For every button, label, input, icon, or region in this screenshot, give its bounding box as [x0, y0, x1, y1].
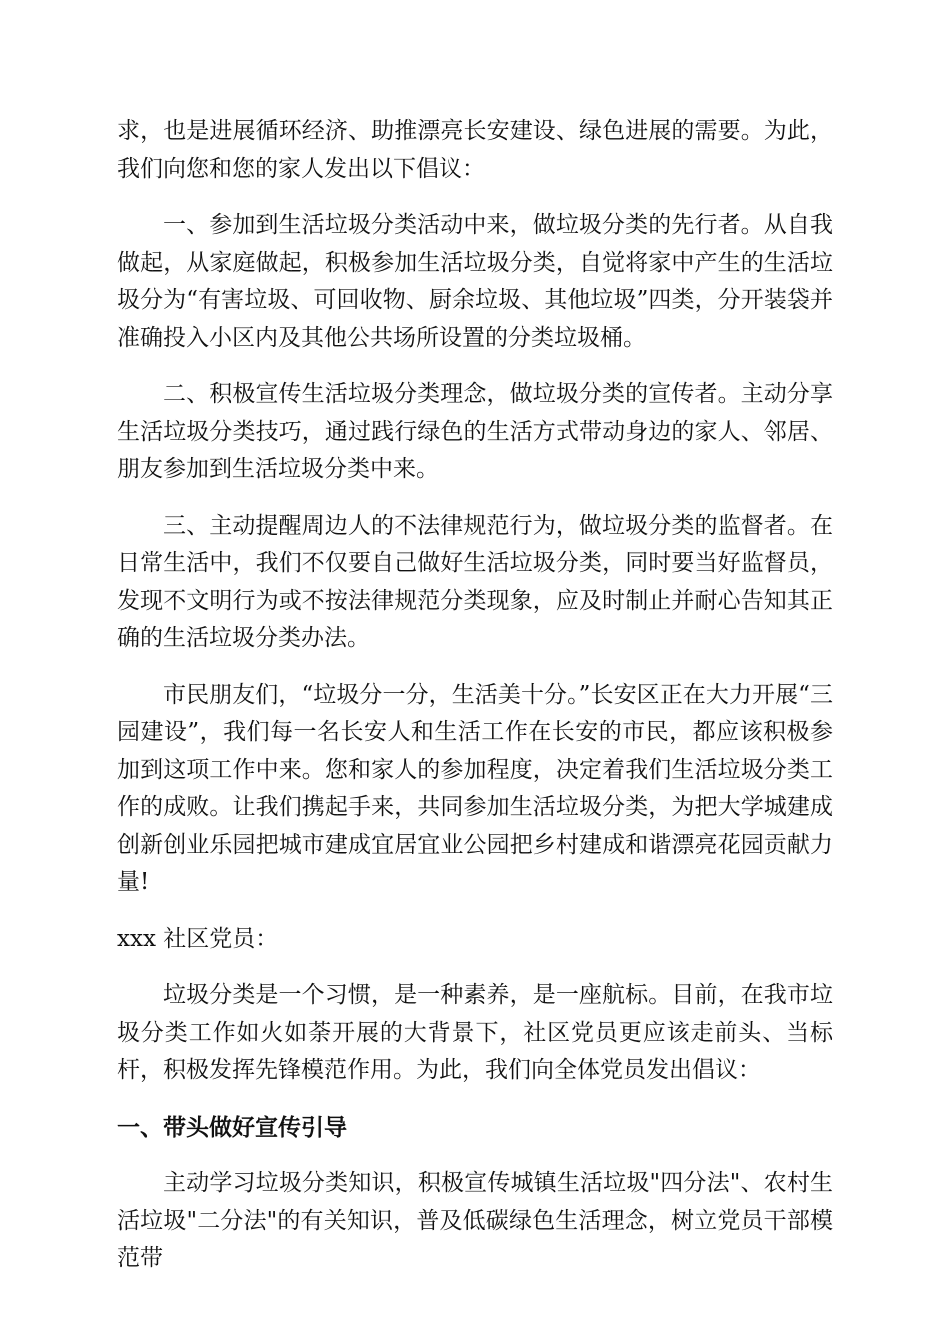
paragraph-section-1: 主动学习垃圾分类知识，积极宣传城镇生活垃圾"四分法"、农村生活垃圾"二分法"的有关知识，普及低碳绿色生活理念，树立党员干部模范带	[117, 1170, 833, 1271]
paragraph-closing: 市民朋友们，“垃圾分一分，生活美十分。”长安区正在大力开展“三园建设”，我们每一名长安人和生活工作在长安的市民，都应该积极参加到这项工作中来。您和家人的参加程度，决定着我们生活垃圾分类工作的成败。让我们携起手来，共同参加生活垃圾分类，为把大学城建成创新创业乐园把城市建成宜居宜业公园把乡村建成和谐漂亮花园贡献力量!	[117, 681, 833, 895]
salutation: xxx 社区党员：	[117, 925, 279, 952]
paragraph-intro: 垃圾分类是一个习惯，是一种素养，是一座航标。目前，在我市垃圾分类工作如火如荼开展的大背景下，社区党员更应该走前头、当标杆，积极发挥先锋模范作用。为此，我们向全体党员发出倡议：	[117, 982, 833, 1083]
paragraph-proposal-3: 三、主动提醒周边人的不法律规范行为，做垃圾分类的监督者。在日常生活中，我们不仅要自己做好生活垃圾分类，同时要当好监督员，发现不文明行为或不按法律规范分类现象，应及时制止并耐心告知其正确的生活垃圾分类办法。	[117, 512, 833, 651]
document-body	[117, 113, 833, 1297]
paragraph-proposal-2: 二、积极宣传生活垃圾分类理念，做垃圾分类的宣传者。主动分享生活垃圾分类技巧，通过践行绿色的生活方式带动身边的家人、邻居、朋友参加到生活垃圾分类中来。	[117, 381, 833, 482]
paragraph-continuation: 求，也是进展循环经济、助推漂亮长安建设、绿色进展的需要。为此，我们向您和您的家人发出以下倡议：	[117, 118, 833, 182]
paragraph-proposal-1: 一、参加到生活垃圾分类活动中来，做垃圾分类的先行者。从自我做起，从家庭做起，积极参加生活垃圾分类，自觉将家中产生的生活垃圾分为“有害垃圾、可回收物、厨余垃圾、其他垃圾”四类，分开装袋并准确投入小区内及其他公共场所设置的分类垃圾桶。	[117, 212, 833, 351]
section-heading-1: 一、带头做好宣传引导	[117, 1113, 347, 1141]
